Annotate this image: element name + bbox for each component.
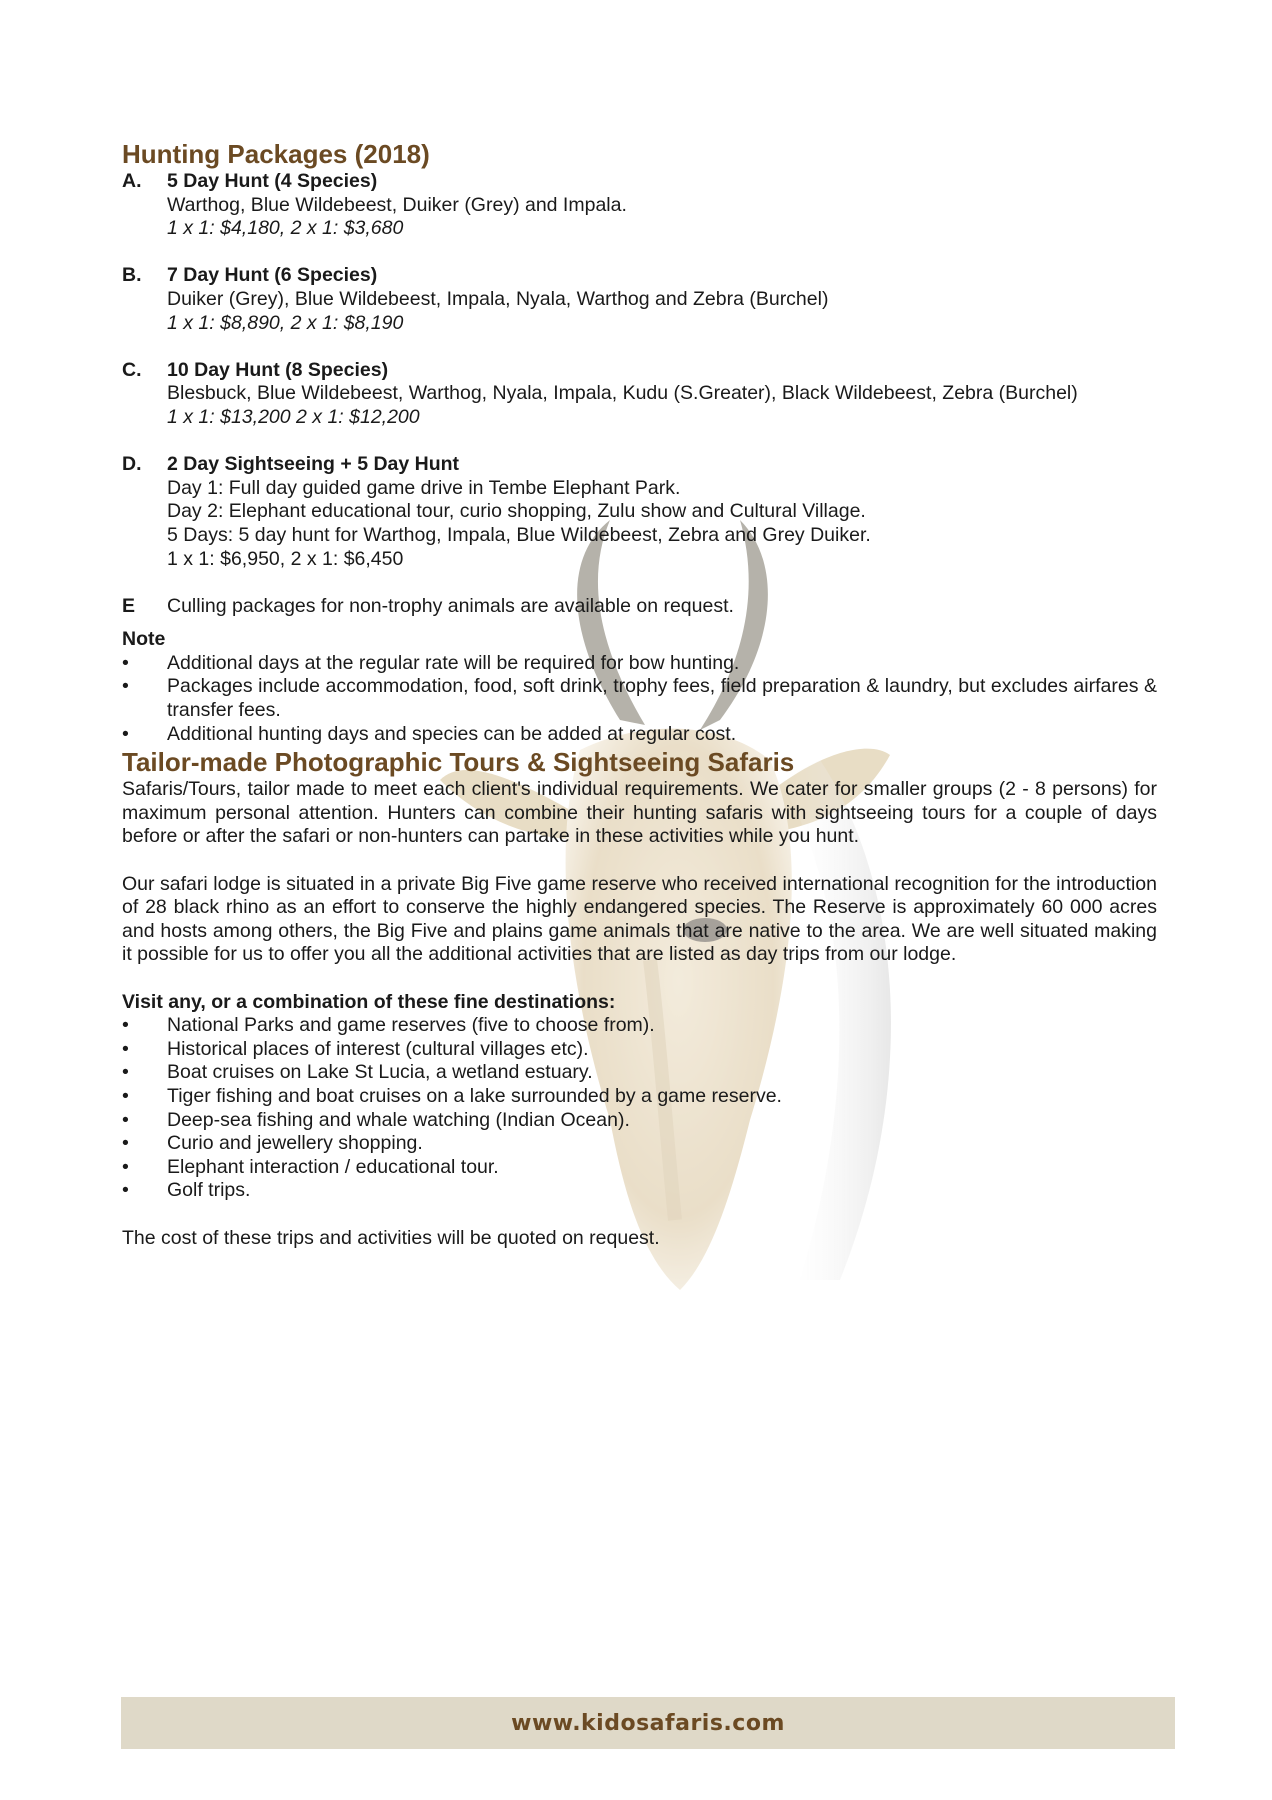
package-species: Blesbuck, Blue Wildebeest, Warthog, Nyala, Impala, Kudu (S.Greater), Black Wildebeest, Zebra (Burchel)	[167, 382, 1078, 405]
bullet-icon: •	[122, 675, 129, 698]
bullet-icon: •	[122, 1155, 129, 1178]
package-species: Duiker (Grey), Blue Wildebeest, Impala, Nyala, Warthog and Zebra (Burchel)	[167, 287, 829, 310]
tours-intro-paragraph: Safaris/Tours, tailor made to meet each client's individual requirements. We cater for smaller groups (2 - 8 persons) for maximum personal attention. Hunters can combine their hunting safaris with sightseeing tours for a couple of days before or after the safari or non-hunters can partake in these activities while you hunt.	[122, 778, 1157, 848]
hunting-packages-heading: Hunting Packages (2018)	[122, 139, 430, 169]
list-item: • Additional days at the regular rate will be required for bow hunting.	[122, 651, 740, 674]
package-e	[122, 595, 1157, 619]
package-letter: A.	[122, 170, 142, 192]
package-letter: D.	[122, 453, 142, 476]
package-itinerary-line: Day 1: Full day guided game drive in Tembe Elephant Park.	[167, 476, 681, 499]
note-heading: Note	[122, 628, 166, 651]
list-item: • National Parks and game reserves (five to choose from).	[122, 1014, 655, 1037]
package-price: 1 x 1: $8,890, 2 x 1: $8,190	[167, 311, 404, 334]
list-item: • Elephant interaction / educational tour.	[122, 1155, 499, 1178]
lodge-paragraph: Our safari lodge is situated in a private Big Five game reserve who received international recognition for the introduction of 28 black rhino as an effort to conserve the highly endangered species. The Reserve is approximately 60 000 acres and hosts among others, the Big Five and plains game animals that are native to the area. We are well situated making it possible for us to offer you all the additional activities that are listed as day trips from our lodge.	[122, 872, 1157, 966]
package-itinerary-line: 5 Days: 5 day hunt for Warthog, Impala, Blue Wildebeest, Zebra and Grey Duiker.	[167, 523, 871, 546]
bullet-icon: •	[122, 722, 129, 745]
list-item: • Historical places of interest (cultural villages etc).	[122, 1037, 589, 1060]
package-letter: B.	[122, 264, 142, 287]
destinations-list	[122, 1014, 1157, 1203]
package-e-text: Culling packages for non-trophy animals are available on request.	[167, 594, 734, 617]
package-b	[122, 264, 1157, 335]
bullet-icon: •	[122, 1061, 129, 1084]
note-list	[122, 652, 1157, 746]
list-item: • Additional hunting days and species can be added at regular cost.	[122, 722, 737, 745]
package-title: 5 Day Hunt (4 Species)	[167, 170, 378, 192]
package-letter: C.	[122, 358, 142, 381]
package-title: 7 Day Hunt (6 Species)	[167, 264, 378, 287]
tours-heading: Tailor-made Photographic Tours & Sightseeing Safaris	[122, 747, 795, 778]
closing-paragraph: The cost of these trips and activities will be quoted on request.	[122, 1226, 660, 1249]
list-item: • Tiger fishing and boat cruises on a lake surrounded by a game reserve.	[122, 1084, 782, 1107]
list-item: • Golf trips.	[122, 1179, 251, 1202]
package-price: 1 x 1: $4,180, 2 x 1: $3,680	[167, 217, 404, 240]
destinations-heading: Visit any, or a combination of these fine destinations:	[122, 990, 616, 1013]
package-species: Warthog, Blue Wildebeest, Duiker (Grey) and Impala.	[167, 193, 627, 216]
footer-bar	[121, 1697, 1175, 1749]
package-c	[122, 359, 1157, 430]
bullet-icon: •	[122, 1037, 129, 1060]
website-link[interactable]: www.kidosafaris.com	[511, 1710, 785, 1736]
list-item: • Deep-sea fishing and whale watching (Indian Ocean).	[122, 1108, 630, 1131]
bullet-icon: •	[122, 651, 129, 674]
bullet-icon: •	[122, 1132, 129, 1155]
package-price: 1 x 1: $13,200 2 x 1: $12,200	[167, 405, 420, 428]
package-a	[122, 170, 1157, 241]
bullet-icon: •	[122, 1108, 129, 1131]
bullet-icon: •	[122, 1014, 129, 1037]
package-letter: E	[122, 594, 136, 617]
list-item: • Packages include accommodation, food, soft drink, trophy fees, field preparation & laundry, but excludes airfares & transfer fees.	[122, 675, 1157, 722]
list-item: • Curio and jewellery shopping.	[122, 1132, 423, 1155]
package-title: 2 Day Sightseeing + 5 Day Hunt	[167, 453, 460, 476]
package-price: 1 x 1: $6,950, 2 x 1: $6,450	[167, 547, 404, 570]
bullet-icon: •	[122, 1084, 129, 1107]
package-d	[122, 453, 1157, 571]
package-title: 10 Day Hunt (8 Species)	[167, 358, 389, 381]
document-body	[122, 138, 1157, 1274]
package-itinerary-line: Day 2: Elephant educational tour, curio shopping, Zulu show and Cultural Village.	[167, 500, 866, 523]
bullet-icon: •	[122, 1179, 129, 1202]
list-item: • Boat cruises on Lake St Lucia, a wetland estuary.	[122, 1061, 593, 1084]
